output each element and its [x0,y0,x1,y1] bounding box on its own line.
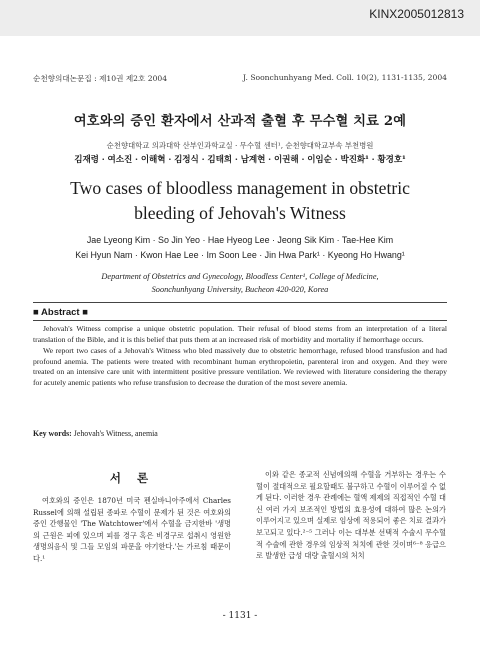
journal-header [33,73,447,84]
english-title-line: bleeding of Jehovah's Witness [134,203,346,223]
korean-title: 여호와의 증인 환자에서 산과적 출혈 후 무수혈 치료 2예 [73,114,407,129]
english-affiliation [0,270,480,296]
english-citation: J. Soonchunhyang Med. Coll. 10(2), 1131-1135, 2004 [243,73,447,82]
abstract-top-rule [33,302,447,303]
english-title-line: Two cases of bloodless management in obstetric [70,178,410,198]
page-number: - 1131 - [222,611,258,621]
english-authors [0,233,480,262]
section-heading-introduction: 서 론 [109,471,155,485]
english-affiliation-line: Department of Obstetrics and Gynecology, Bloodless Center¹, College of Medicine, [101,272,379,281]
abstract-body [33,324,447,390]
english-title [0,176,480,226]
korean-citation: 순천향의대논문집 : 제10권 제2호 2004 [33,74,168,83]
abstract-heading-rule [33,320,447,321]
abstract-paragraph: Jehovah's Witness comprise a unique obstetric population. Their refusal of blood stems from an interpretation of a literal translation of the Bible, and it is this belief that puts them at an increased risk of morbidity and mortality if hemorrhage occurs. [33,324,447,344]
document-id: KINX2005012813 [369,7,464,21]
keywords-label: Key words: [33,429,72,438]
body-paragraph: 이와 같은 종교적 신념에의해 수혈을 거부하는 경우는 수혈이 절대적으로 필요할때도 불구하고 수혈이 이루어질 수 없게 된다. 이러한 경우 관례에는 혈액 제제의 직접적인 수혈 대신 여러 가지 보조적인 방법의 효용성에 대하여 많은 논의가 이루어지고 있으며 실제로 임상에 적용되어 좋은 치료 결과가 보고되고 있다.²⁻⁵ 그러나 이는 대부분 선택적 수술시 무수혈적 수술에 관한 경우의 임상적 처치에 관한 것이며⁶⁻⁸ 응급으로 발생한 급성 대량 출혈시의 처치 [256,470,446,561]
english-authors-line: Jae Lyeong Kim · So Jin Yeo · Hae Hyeog Lee · Jeong Sik Kim · Tae-Hee Kim [86,235,394,245]
document-id-bar [0,0,480,36]
body-column-right [256,469,446,562]
english-authors-line: Kei Hyun Nam · Kwon Hae Lee · Im Soon Lee · Jin Hwa Park¹ · Kyeong Ho Hwang¹ [75,249,405,260]
body-column-left: 여호와의 증인은 1870년 미국 펜실바니아주에서 Charles Russel에 의해 설립된 종파로 수혈이 문제가 된 것은 여호와의 증인 간행물인 'The Watchtower'에서 수혈을 금지한바 '생명의 근원은 피에 있으며 피를 경구 혹은 비경구로 섭취시 영원한 생명의음식 및 그들 모임의 파문을 야기한다.'는 가르침 때문이다.¹ [33,496,231,563]
korean-authors: 김재령 · 여소진 · 이해혁 · 김정식 · 김태희 · 남계현 · 이권해 · 이임순 · 박진화¹ · 황경호¹ [74,155,406,165]
korean-affiliation: 순천향대학교 의과대학 산부인과학교실 · 무수혈 센터¹, 순천향대학교부속 부천병원 [106,141,374,150]
keywords [33,429,158,438]
abstract-paragraph: We report two cases of a Jehovah's Witness who bled massively due to obstetric hemorrhage, refused blood transfusion and had profound anemia. The patients were treated with recombinant human erythropoietin, parenteral iron and oxygen. And they were treated on an intensive care unit with intermittent positive pressure ventilation. We reviewed with literature considering the therapy for acutely anemic patients who refuse transfusion to decrease the duration of the most severe anemia. [33,346,447,387]
keywords-value: Jehovah's Witness, anemia [73,429,158,438]
english-affiliation-line: Soonchunhyang University, Bucheon 420-020, Korea [151,285,329,294]
abstract-heading: ■ Abstract ■ [33,307,88,318]
